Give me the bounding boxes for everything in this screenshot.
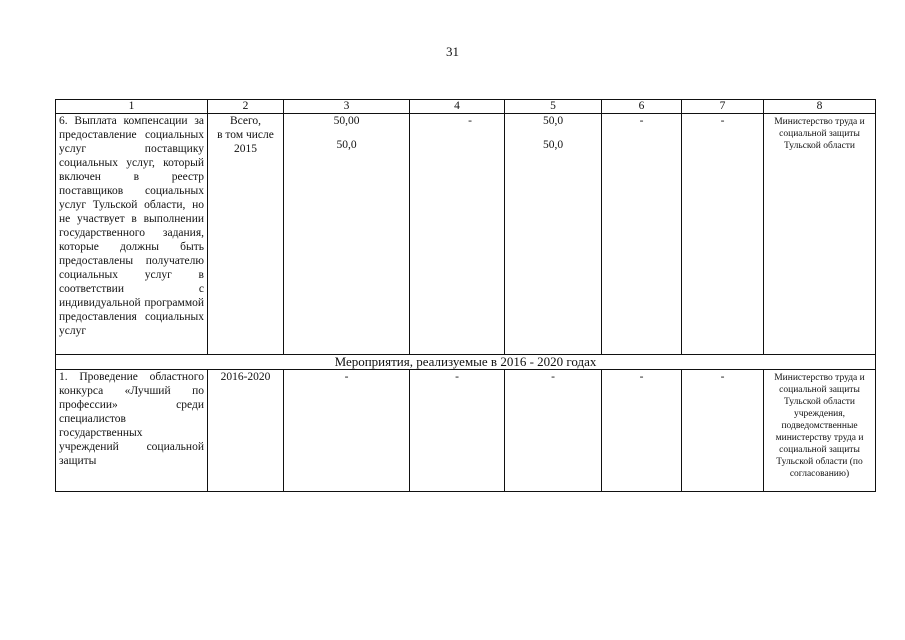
funding-cell: - (602, 114, 682, 355)
measure-description: 1. Проведение областного конкурса «Лучший по профессии» среди специалистов государственных учреждений социальной защиты (56, 370, 208, 492)
funding-year-value: 50,0 (336, 139, 357, 151)
column-number: 4 (410, 100, 505, 114)
page-number: 31 (446, 44, 459, 59)
funding-regional-year: 50,0 (542, 139, 564, 151)
column-number-row (56, 100, 876, 114)
funding-cell: - (410, 370, 505, 492)
funding-cell: - (682, 114, 764, 355)
funding-total-cell (284, 114, 410, 355)
column-number: 3 (284, 100, 410, 114)
table-row (56, 370, 876, 492)
executor-cell: Министерство труда и социальной защиты Тульской области (764, 114, 876, 355)
period-cell (208, 114, 284, 355)
funding-total-value: 50,00 (333, 115, 360, 127)
section-row (56, 355, 876, 370)
funding-cell: - (602, 370, 682, 492)
executor-cell: Министерство труда и социальной защиты Тульской области учреждения, подведомственные министерству труда и социальной защиты Тульской области (по согласованию) (764, 370, 876, 492)
period-including-label: в том числе (217, 129, 274, 141)
column-number: 5 (505, 100, 602, 114)
period-total-label: Всего, (229, 115, 262, 127)
funding-regional-cell (505, 114, 602, 355)
funding-cell: - (284, 370, 410, 492)
program-table (55, 99, 876, 492)
column-number: 6 (602, 100, 682, 114)
section-title: Мероприятия, реализуемые в 2016 - 2020 годах (56, 355, 876, 370)
funding-cell: - (410, 114, 505, 355)
table-row (56, 114, 876, 355)
column-number: 8 (764, 100, 876, 114)
period-year: 2015 (234, 143, 257, 155)
funding-cell: - (505, 370, 602, 492)
funding-regional-total: 50,0 (542, 115, 564, 127)
column-number: 2 (208, 100, 284, 114)
period-cell: 2016-2020 (208, 370, 284, 492)
measure-description: 6. Выплата компенсации за предоставление социальных услуг поставщику социальных услуг, который включен в реестр поставщиков социальных услуг Тульской области, но не участвует в выполнении государственного задания, которые должны быть предоставлены получателю социальных услуг в соответствии с индивидуальной программой предоставления социальных услуг (56, 114, 208, 355)
column-number: 7 (682, 100, 764, 114)
funding-cell: - (682, 370, 764, 492)
column-number: 1 (56, 100, 208, 114)
